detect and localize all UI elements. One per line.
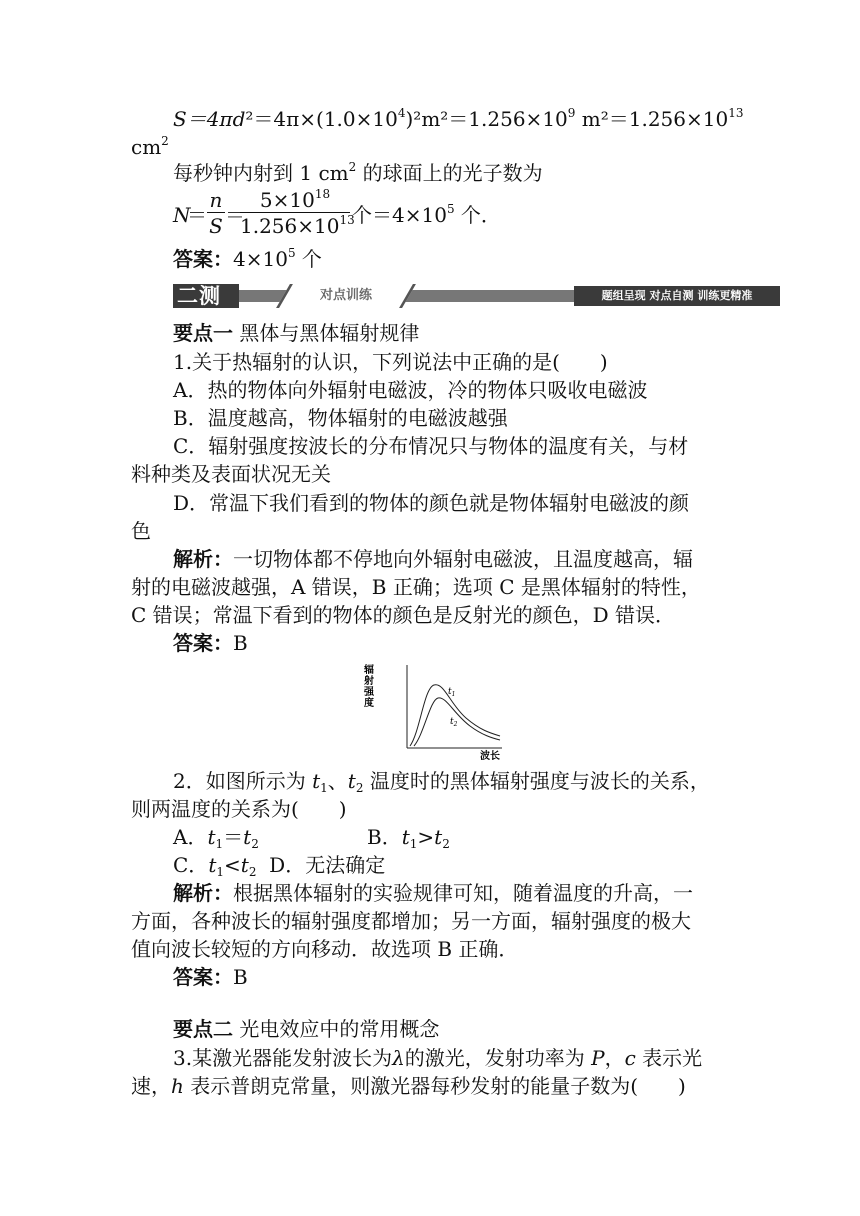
subscript: 1 — [216, 865, 224, 879]
option-a — [173, 824, 259, 850]
banner-tag: 二测 — [173, 284, 239, 308]
radiation-graph — [362, 660, 512, 760]
formula-text: ²＝4π×(1.0×10 — [245, 107, 398, 131]
subscript: 1 — [215, 837, 224, 851]
text: 表示光 — [635, 1046, 703, 1070]
equals-sign: ＝ — [187, 203, 207, 227]
answer-value: 个 — [295, 247, 322, 271]
operator: < — [224, 853, 241, 877]
explanation-label: 解析： — [173, 547, 233, 571]
option-c-d — [173, 852, 385, 878]
text: 的激光，发射功率为 — [404, 1046, 592, 1070]
text: 温度时的黑体辐射强度与波长的关系， — [363, 769, 710, 793]
subscript: 2 — [251, 837, 259, 851]
section-title: 要点一 — [173, 321, 233, 345]
area-formula — [173, 106, 744, 132]
option-label: C． — [173, 853, 209, 877]
option-b: B．温度越高，物体辐射的电磁波越强 — [173, 406, 508, 430]
option-a: A．热的物体向外辐射电磁波，冷的物体只吸收电磁波 — [173, 378, 648, 402]
explanation-text: 根据黑体辐射的实验规律可知，随着温度的升高，一 — [233, 881, 693, 905]
option-d: D．无法确定 — [269, 853, 386, 877]
explanation-text: 一切物体都不停地向外辐射电磁波，且温度越高，辐 — [233, 547, 693, 571]
var-c: c — [624, 1046, 636, 1070]
answer-line — [173, 246, 322, 272]
question-stem-cont: 则两温度的关系为( ) — [131, 797, 347, 821]
formula-sup: 2 — [161, 134, 169, 148]
explanation-label: 解析： — [173, 881, 233, 905]
formula-sup: 5 — [446, 202, 455, 216]
option-b — [367, 824, 450, 850]
question-stem — [173, 768, 710, 794]
var-t: t — [434, 825, 443, 849]
answer-line — [173, 964, 248, 990]
explanation — [173, 546, 693, 572]
subscript: 2 — [355, 781, 364, 795]
formula-text: cm — [131, 135, 162, 159]
n-label: N — [173, 203, 191, 227]
formula-text: )²m²＝1.256×10 — [405, 107, 568, 131]
explanation-cont: 射的电磁波越强，A 错误，B 正确；选项 C 是黑体辐射的特性， — [131, 575, 701, 599]
var-t: t — [208, 853, 217, 877]
explanation-cont: C 错误；常温下看到的物体的颜色是反射光的颜色，D 错误． — [131, 603, 676, 627]
fraction-n-over-s — [207, 188, 225, 239]
label-t1: $t_1$ — [448, 687, 456, 698]
area-formula-cont — [131, 134, 169, 160]
section-banner — [173, 284, 780, 308]
y-axis-label-char: 强 — [364, 687, 374, 698]
question-stem — [173, 1045, 702, 1071]
text: 表示普朗克常量，则激光器每秒发射的能量子数为( ) — [183, 1074, 686, 1098]
option-d-cont: 色 — [131, 519, 151, 543]
formula-text: m²＝1.256×10 — [575, 107, 729, 131]
text: 3.某激光器能发射波长为 — [173, 1046, 393, 1070]
option-label: A． — [173, 825, 208, 849]
fraction-denominator: S — [209, 214, 223, 238]
answer-label: 答案： — [173, 247, 233, 271]
var-t: t — [401, 825, 410, 849]
var-h: h — [171, 1074, 184, 1098]
subscript: 2 — [248, 865, 257, 879]
answer-label: 答案： — [173, 631, 233, 655]
formula-sup: 2 — [348, 160, 357, 174]
label-t2: $t_2$ — [450, 717, 458, 728]
explanation — [173, 880, 693, 906]
formula-text: S＝4π — [173, 107, 233, 131]
formula-sup: 5 — [287, 246, 296, 260]
text: ， — [604, 1046, 625, 1070]
var-p: P — [591, 1046, 605, 1070]
section-title: 光电效应中的常用概念 — [233, 1017, 440, 1041]
text: 每秒钟内射到 1 cm — [173, 161, 349, 185]
answer-value: B — [233, 631, 248, 655]
photon-count-intro — [173, 160, 543, 186]
text: 、 — [327, 769, 348, 793]
text: 的球面上的光子数为 — [356, 161, 543, 185]
fraction-value — [240, 187, 355, 239]
formula-text: 个＝4×10 — [352, 203, 447, 227]
equals-sign: ＝ — [225, 203, 245, 227]
y-axis-label-char: 辐 — [364, 665, 374, 676]
formula-sup: 4 — [397, 106, 406, 120]
x-axis-label: 波长 — [480, 751, 500, 760]
formula-text: 个． — [454, 203, 501, 227]
banner-middle-label: 对点训练 — [319, 288, 372, 303]
fraction-numerator — [240, 188, 350, 212]
section-title: 要点二 — [173, 1017, 233, 1041]
option-label: B． — [367, 825, 402, 849]
var-t: t — [207, 825, 216, 849]
question-stem-cont — [131, 1073, 686, 1099]
subscript: 2 — [442, 837, 450, 851]
operator: > — [417, 825, 435, 849]
question-stem: 1.关于热辐射的认识，下列说法中正确的是( ) — [173, 350, 608, 374]
subscript: 1 — [409, 837, 418, 851]
section-title: 黑体与黑体辐射规律 — [233, 321, 420, 345]
option-d: D．常温下我们看到的物体的颜色就是物体辐射电磁波的颜 — [173, 491, 690, 515]
answer-value: B — [233, 965, 248, 989]
answer-value: 4×10 — [233, 247, 288, 271]
operator: ＝ — [223, 825, 244, 849]
formula-text: d — [232, 107, 246, 131]
var-lambda: λ — [392, 1046, 405, 1070]
formula-text: 1.256×10 — [240, 214, 340, 238]
option-c: C．辐射强度按波长的分布情况只与物体的温度有关，与材 — [173, 434, 689, 458]
formula-text: 5×10 — [259, 188, 315, 212]
section-heading — [173, 1016, 439, 1042]
banner-right: 题组呈现 对点自测 训练更精准 — [574, 286, 780, 306]
var-t: t — [312, 769, 321, 793]
answer-line — [173, 630, 248, 656]
fraction-numerator: n — [209, 188, 223, 212]
formula-sup: 9 — [567, 106, 576, 120]
text: 2．如图所示为 — [173, 769, 313, 793]
answer-label: 答案： — [173, 965, 233, 989]
result-text — [352, 202, 501, 228]
text: 速， — [131, 1074, 171, 1098]
fraction-denominator — [240, 213, 355, 239]
var-t: t — [243, 825, 252, 849]
var-t: t — [240, 853, 249, 877]
formula-sup: 13 — [339, 213, 355, 227]
formula-sup: 18 — [314, 187, 331, 201]
explanation-cont: 方面，各种波长的辐射强度都增加；另一方面，辐射强度的极大 — [131, 909, 691, 933]
formula-sup: 13 — [728, 106, 744, 120]
explanation-cont: 值向波长较短的方向移动．故选项 B 正确． — [131, 937, 519, 961]
subscript: 1 — [320, 781, 328, 795]
var-t: t — [347, 769, 356, 793]
y-axis-label-char: 射 — [364, 676, 374, 687]
banner-middle — [276, 284, 416, 308]
option-c-cont: 料种类及表面状况无关 — [131, 462, 331, 486]
section-heading — [173, 320, 419, 346]
y-axis-label-char: 度 — [364, 698, 374, 709]
